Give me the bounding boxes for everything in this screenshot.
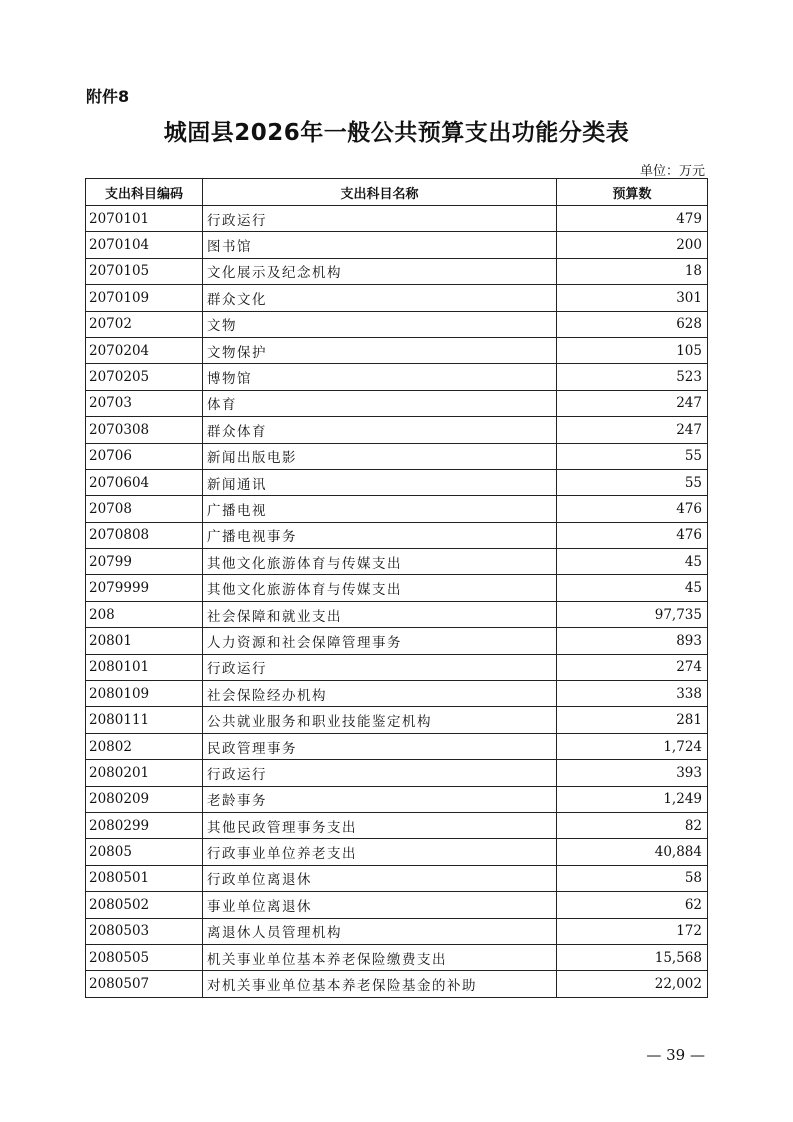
cell-name: 公共就业服务和职业技能鉴定机构 [203, 707, 557, 733]
cell-name: 离退休人员管理机构 [203, 918, 557, 944]
cell-amount: 274 [557, 654, 708, 680]
cell-code: 2080503 [86, 918, 203, 944]
table-row [86, 892, 708, 918]
cell-amount: 479 [557, 206, 708, 232]
header-amount: 预算数 [557, 179, 708, 206]
cell-amount: 62 [557, 892, 708, 918]
cell-name: 老龄事务 [203, 786, 557, 812]
cell-code: 2080111 [86, 707, 203, 733]
cell-code: 2080502 [86, 892, 203, 918]
table-row [86, 918, 708, 944]
cell-name: 新闻通讯 [203, 469, 557, 495]
cell-name: 机关事业单位基本养老保险缴费支出 [203, 944, 557, 970]
cell-name: 广播电视 [203, 496, 557, 522]
unit-label: 单位：万元 [639, 164, 705, 179]
table-row [86, 549, 708, 575]
cell-name: 民政管理事务 [203, 733, 557, 759]
table-row [86, 786, 708, 812]
cell-name: 社会保障和就业支出 [203, 601, 557, 627]
cell-name: 新闻出版电影 [203, 443, 557, 469]
cell-amount: 55 [557, 469, 708, 495]
cell-code: 20805 [86, 839, 203, 865]
table-row [86, 865, 708, 891]
cell-amount: 82 [557, 812, 708, 838]
cell-name: 其他民政管理事务支出 [203, 812, 557, 838]
cell-code: 2070205 [86, 364, 203, 390]
table-row [86, 628, 708, 654]
header-name: 支出科目名称 [203, 179, 557, 206]
table-header-row [86, 179, 708, 206]
cell-amount: 22,002 [557, 971, 708, 997]
table-row [86, 206, 708, 232]
cell-name: 对机关事业单位基本养老保险基金的补助 [203, 971, 557, 997]
cell-code: 2070204 [86, 337, 203, 363]
cell-code: 208 [86, 601, 203, 627]
cell-amount: 628 [557, 311, 708, 337]
cell-code: 2080101 [86, 654, 203, 680]
cell-amount: 281 [557, 707, 708, 733]
table-row [86, 469, 708, 495]
cell-code: 2070604 [86, 469, 203, 495]
cell-name: 事业单位离退休 [203, 892, 557, 918]
cell-amount: 393 [557, 760, 708, 786]
cell-code: 2080507 [86, 971, 203, 997]
attachment-label: 附件8 [86, 87, 130, 106]
cell-amount: 893 [557, 628, 708, 654]
cell-amount: 301 [557, 285, 708, 311]
table-row [86, 311, 708, 337]
cell-code: 2080501 [86, 865, 203, 891]
cell-code: 2070104 [86, 232, 203, 258]
cell-name: 文物 [203, 311, 557, 337]
cell-name: 群众体育 [203, 417, 557, 443]
cell-name: 行政运行 [203, 206, 557, 232]
cell-amount: 338 [557, 681, 708, 707]
cell-code: 2070808 [86, 522, 203, 548]
table-row [86, 601, 708, 627]
cell-code: 2080209 [86, 786, 203, 812]
cell-code: 20703 [86, 390, 203, 416]
table-row [86, 285, 708, 311]
cell-amount: 45 [557, 549, 708, 575]
cell-amount: 1,249 [557, 786, 708, 812]
cell-amount: 55 [557, 443, 708, 469]
cell-amount: 15,568 [557, 944, 708, 970]
cell-amount: 105 [557, 337, 708, 363]
cell-code: 20708 [86, 496, 203, 522]
table-row [86, 733, 708, 759]
table-row [86, 707, 708, 733]
cell-name: 体育 [203, 390, 557, 416]
cell-amount: 200 [557, 232, 708, 258]
cell-code: 2080201 [86, 760, 203, 786]
cell-code: 2070308 [86, 417, 203, 443]
cell-code: 20706 [86, 443, 203, 469]
cell-name: 群众文化 [203, 285, 557, 311]
table-row [86, 496, 708, 522]
table-row [86, 522, 708, 548]
page-number: — 39 — [646, 1046, 705, 1064]
table-row [86, 812, 708, 838]
cell-code: 20801 [86, 628, 203, 654]
cell-code: 20802 [86, 733, 203, 759]
table-row [86, 681, 708, 707]
table-row [86, 258, 708, 284]
cell-amount: 18 [557, 258, 708, 284]
table-row [86, 443, 708, 469]
table-row [86, 760, 708, 786]
cell-code: 2080109 [86, 681, 203, 707]
cell-code: 2080299 [86, 812, 203, 838]
cell-code: 20799 [86, 549, 203, 575]
cell-amount: 58 [557, 865, 708, 891]
cell-name: 广播电视事务 [203, 522, 557, 548]
cell-code: 2079999 [86, 575, 203, 601]
cell-code: 2070105 [86, 258, 203, 284]
cell-name: 社会保险经办机构 [203, 681, 557, 707]
budget-table [85, 178, 708, 998]
cell-amount: 476 [557, 522, 708, 548]
cell-amount: 1,724 [557, 733, 708, 759]
cell-name: 行政运行 [203, 654, 557, 680]
header-code: 支出科目编码 [86, 179, 203, 206]
table-row [86, 417, 708, 443]
cell-name: 其他文化旅游体育与传媒支出 [203, 549, 557, 575]
table-row [86, 337, 708, 363]
cell-name: 人力资源和社会保障管理事务 [203, 628, 557, 654]
cell-code: 20702 [86, 311, 203, 337]
cell-name: 图书馆 [203, 232, 557, 258]
table-row [86, 390, 708, 416]
table-body [86, 206, 708, 998]
cell-name: 博物馆 [203, 364, 557, 390]
table-row [86, 944, 708, 970]
cell-name: 行政事业单位养老支出 [203, 839, 557, 865]
cell-amount: 45 [557, 575, 708, 601]
cell-amount: 523 [557, 364, 708, 390]
cell-amount: 40,884 [557, 839, 708, 865]
cell-amount: 172 [557, 918, 708, 944]
cell-name: 文化展示及纪念机构 [203, 258, 557, 284]
table-row [86, 971, 708, 997]
cell-amount: 247 [557, 390, 708, 416]
table-row [86, 575, 708, 601]
table-row [86, 364, 708, 390]
cell-name: 行政单位离退休 [203, 865, 557, 891]
cell-name: 其他文化旅游体育与传媒支出 [203, 575, 557, 601]
cell-name: 文物保护 [203, 337, 557, 363]
cell-amount: 97,735 [557, 601, 708, 627]
cell-code: 2080505 [86, 944, 203, 970]
table-row [86, 232, 708, 258]
cell-name: 行政运行 [203, 760, 557, 786]
page-title: 城固县2026年一般公共预算支出功能分类表 [163, 120, 630, 146]
cell-code: 2070109 [86, 285, 203, 311]
cell-code: 2070101 [86, 206, 203, 232]
cell-amount: 247 [557, 417, 708, 443]
table-row [86, 654, 708, 680]
table-row [86, 839, 708, 865]
cell-amount: 476 [557, 496, 708, 522]
